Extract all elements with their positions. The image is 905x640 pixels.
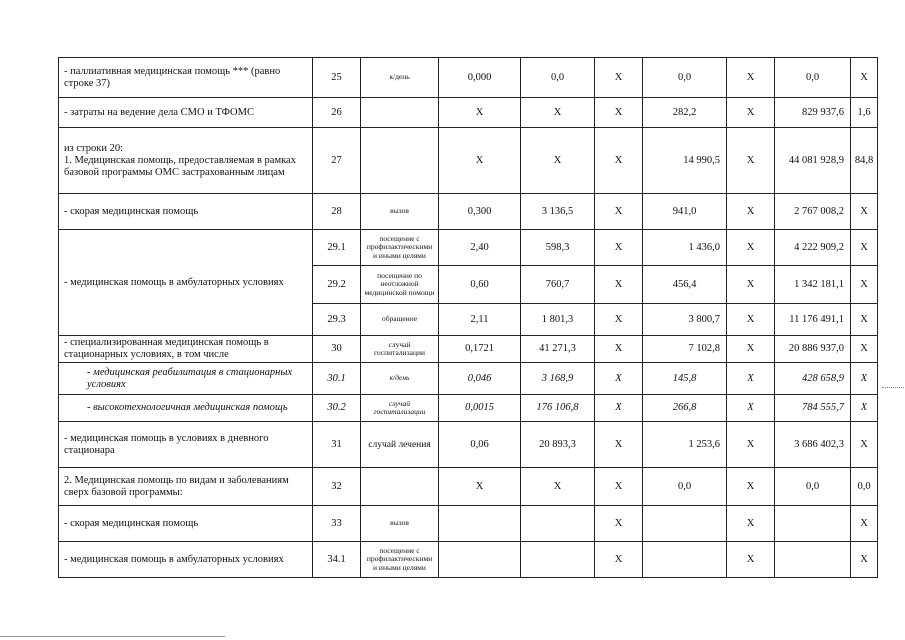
cell-c4: 1 436,0 bbox=[643, 230, 727, 266]
table-row bbox=[59, 336, 878, 363]
cell-c5: X bbox=[727, 363, 775, 395]
cell-c2: 0,0 bbox=[521, 58, 595, 98]
row-unit: вызов bbox=[361, 194, 439, 230]
cell-c4 bbox=[643, 542, 727, 578]
cell-c2: 3 136,5 bbox=[521, 194, 595, 230]
cell-c1: 0,046 bbox=[439, 363, 521, 395]
cell-c1: 0,60 bbox=[439, 266, 521, 304]
cell-c6: 784 555,7 bbox=[775, 395, 851, 422]
cell-c6: 829 937,6 bbox=[775, 98, 851, 128]
cell-c3: X bbox=[595, 58, 643, 98]
row-number: 26 bbox=[313, 98, 361, 128]
row-unit bbox=[361, 128, 439, 194]
cell-c3: X bbox=[595, 266, 643, 304]
cell-c4: 7 102,8 bbox=[643, 336, 727, 363]
cell-c3: X bbox=[595, 422, 643, 468]
cell-c3: X bbox=[595, 395, 643, 422]
cell-c7: X bbox=[851, 266, 878, 304]
cell-c2: 176 106,8 bbox=[521, 395, 595, 422]
cell-c1: 2,11 bbox=[439, 304, 521, 336]
cell-c2: 760,7 bbox=[521, 266, 595, 304]
cell-c6: 0,0 bbox=[775, 58, 851, 98]
table-row bbox=[59, 128, 878, 194]
cell-c5: X bbox=[727, 542, 775, 578]
cell-c5: X bbox=[727, 58, 775, 98]
row-name bbox=[59, 128, 313, 194]
row-number: 30 bbox=[313, 336, 361, 363]
cell-c4: 456,4 bbox=[643, 266, 727, 304]
table-row bbox=[59, 98, 878, 128]
cell-c4: 941,0 bbox=[643, 194, 727, 230]
row-unit: к/день bbox=[361, 363, 439, 395]
row-name: - специализированная медицинская помощь в стационарных условиях, в том числе bbox=[59, 336, 313, 363]
cell-c6 bbox=[775, 542, 851, 578]
cell-c7: X bbox=[851, 395, 878, 422]
cell-c2: 41 271,3 bbox=[521, 336, 595, 363]
row-name: - скорая медицинская помощь bbox=[59, 194, 313, 230]
cell-c3: X bbox=[595, 468, 643, 506]
row-name: - паллиативная медицинская помощь *** (равно строке 37) bbox=[59, 58, 313, 98]
cell-c2: X bbox=[521, 98, 595, 128]
row-name: - медицинская помощь в условиях в дневного стационара bbox=[59, 422, 313, 468]
cell-c7: X bbox=[851, 230, 878, 266]
row-name: - медицинская помощь в амбулаторных условиях bbox=[59, 542, 313, 578]
cell-c7: X bbox=[851, 363, 878, 395]
table-row bbox=[59, 542, 878, 578]
table-row bbox=[59, 395, 878, 422]
row-unit: случай госпитализации bbox=[361, 395, 439, 422]
cell-c5: X bbox=[727, 304, 775, 336]
row-number: 25 bbox=[313, 58, 361, 98]
row-unit: случай лечения bbox=[361, 422, 439, 468]
cell-c6 bbox=[775, 506, 851, 542]
cell-c5: X bbox=[727, 336, 775, 363]
cell-c1 bbox=[439, 542, 521, 578]
cell-c4: 14 990,5 bbox=[643, 128, 727, 194]
row-number: 31 bbox=[313, 422, 361, 468]
cell-c2: 1 801,3 bbox=[521, 304, 595, 336]
cell-c7: X bbox=[851, 422, 878, 468]
row-unit: обращение bbox=[361, 304, 439, 336]
cell-c7: 0,0 bbox=[851, 468, 878, 506]
row-name: - затраты на ведение дела СМО и ТФОМС bbox=[59, 98, 313, 128]
cell-c6: 11 176 491,1 bbox=[775, 304, 851, 336]
cell-c7: X bbox=[851, 506, 878, 542]
cell-c2: 598,3 bbox=[521, 230, 595, 266]
row-name: - скорая медицинская помощь bbox=[59, 506, 313, 542]
cell-c1: X bbox=[439, 468, 521, 506]
row-unit bbox=[361, 468, 439, 506]
cell-c6: 3 686 402,3 bbox=[775, 422, 851, 468]
row-unit: посещение по неотложной медицинской помощи bbox=[361, 266, 439, 304]
cell-c2: X bbox=[521, 128, 595, 194]
cell-c5: X bbox=[727, 506, 775, 542]
cell-c4: 1 253,6 bbox=[643, 422, 727, 468]
cell-c3: X bbox=[595, 304, 643, 336]
cell-c1: X bbox=[439, 98, 521, 128]
cell-c6: 4 222 909,2 bbox=[775, 230, 851, 266]
cell-c2 bbox=[521, 542, 595, 578]
cell-c7: X bbox=[851, 194, 878, 230]
cell-c6: 428 658,9 bbox=[775, 363, 851, 395]
cell-c4 bbox=[643, 506, 727, 542]
row-name: - медицинская помощь в амбулаторных условиях bbox=[59, 230, 313, 336]
row-number: 33 bbox=[313, 506, 361, 542]
table-row bbox=[59, 230, 878, 266]
cell-c4: 0,0 bbox=[643, 58, 727, 98]
cell-c6: 0,0 bbox=[775, 468, 851, 506]
cell-c5: X bbox=[727, 194, 775, 230]
cell-c1: 0,000 bbox=[439, 58, 521, 98]
cell-c1: 2,40 bbox=[439, 230, 521, 266]
row-number: 29.2 bbox=[313, 266, 361, 304]
data-table bbox=[58, 57, 878, 578]
cell-c1: X bbox=[439, 128, 521, 194]
cell-c2: 20 893,3 bbox=[521, 422, 595, 468]
cell-c2: 3 168,9 bbox=[521, 363, 595, 395]
cell-c5: X bbox=[727, 422, 775, 468]
cell-c5: X bbox=[727, 128, 775, 194]
table-row bbox=[59, 363, 878, 395]
cell-c1: 0,0015 bbox=[439, 395, 521, 422]
cell-c3: X bbox=[595, 542, 643, 578]
cell-c7: X bbox=[851, 58, 878, 98]
scan-edge-line bbox=[0, 636, 225, 637]
cell-c4: 3 800,7 bbox=[643, 304, 727, 336]
cell-c1 bbox=[439, 506, 521, 542]
row-number: 30.2 bbox=[313, 395, 361, 422]
row-name-prefix: из строки 20: bbox=[64, 142, 124, 154]
cell-c1: 0,1721 bbox=[439, 336, 521, 363]
row-number: 32 bbox=[313, 468, 361, 506]
cell-c1: 0,300 bbox=[439, 194, 521, 230]
cell-c2: X bbox=[521, 468, 595, 506]
cell-c7: X bbox=[851, 304, 878, 336]
cell-c6: 20 886 937,0 bbox=[775, 336, 851, 363]
row-name: - медицинская реабилитация в стационарных условиях bbox=[59, 363, 313, 395]
cell-c3: X bbox=[595, 506, 643, 542]
cell-c3: X bbox=[595, 128, 643, 194]
row-unit bbox=[361, 98, 439, 128]
cell-c4: 0,0 bbox=[643, 468, 727, 506]
cell-c7: X bbox=[851, 542, 878, 578]
row-number: 28 bbox=[313, 194, 361, 230]
cell-c5: X bbox=[727, 266, 775, 304]
cell-c1: 0,06 bbox=[439, 422, 521, 468]
row-name: - высокотехнологичная медицинская помощь bbox=[59, 395, 313, 422]
row-unit: к/день bbox=[361, 58, 439, 98]
table-row bbox=[59, 194, 878, 230]
row-unit: вызов bbox=[361, 506, 439, 542]
cell-c7: X bbox=[851, 336, 878, 363]
row-name-text: 1. Медицинская помощь, предоставляемая в рамках базовой программы ОМС застрахованным лицам bbox=[64, 154, 296, 178]
cell-c3: X bbox=[595, 98, 643, 128]
cell-c5: X bbox=[727, 98, 775, 128]
cell-c4: 145,8 bbox=[643, 363, 727, 395]
row-unit: посещение с профилактическими и иными целями bbox=[361, 542, 439, 578]
cell-c5: X bbox=[727, 468, 775, 506]
cell-c4: 282,2 bbox=[643, 98, 727, 128]
cell-c6: 1 342 181,1 bbox=[775, 266, 851, 304]
cell-c7: 84,8 bbox=[851, 128, 878, 194]
cell-c3: X bbox=[595, 336, 643, 363]
cell-c5: X bbox=[727, 395, 775, 422]
row-number: 29.3 bbox=[313, 304, 361, 336]
cell-c3: X bbox=[595, 230, 643, 266]
table-row bbox=[59, 468, 878, 506]
cell-c2 bbox=[521, 506, 595, 542]
row-number: 29.1 bbox=[313, 230, 361, 266]
cell-c4: 266,8 bbox=[643, 395, 727, 422]
table-row bbox=[59, 422, 878, 468]
table-row bbox=[59, 58, 878, 98]
row-name: 2. Медицинская помощь по видам и заболеваниям сверх базовой программы: bbox=[59, 468, 313, 506]
row-unit: посещение с профилактическими и иными целями bbox=[361, 230, 439, 266]
row-number: 27 bbox=[313, 128, 361, 194]
table-row bbox=[59, 506, 878, 542]
cell-c6: 44 081 928,9 bbox=[775, 128, 851, 194]
row-number: 30.1 bbox=[313, 363, 361, 395]
row-number: 34.1 bbox=[313, 542, 361, 578]
cell-c6: 2 767 008,2 bbox=[775, 194, 851, 230]
row-unit: случай госпитализации bbox=[361, 336, 439, 363]
cell-c7: 1,6 bbox=[851, 98, 878, 128]
cell-c5: X bbox=[727, 230, 775, 266]
cell-c3: X bbox=[595, 194, 643, 230]
scan-dotted-mark bbox=[882, 387, 904, 388]
cell-c3: X bbox=[595, 363, 643, 395]
